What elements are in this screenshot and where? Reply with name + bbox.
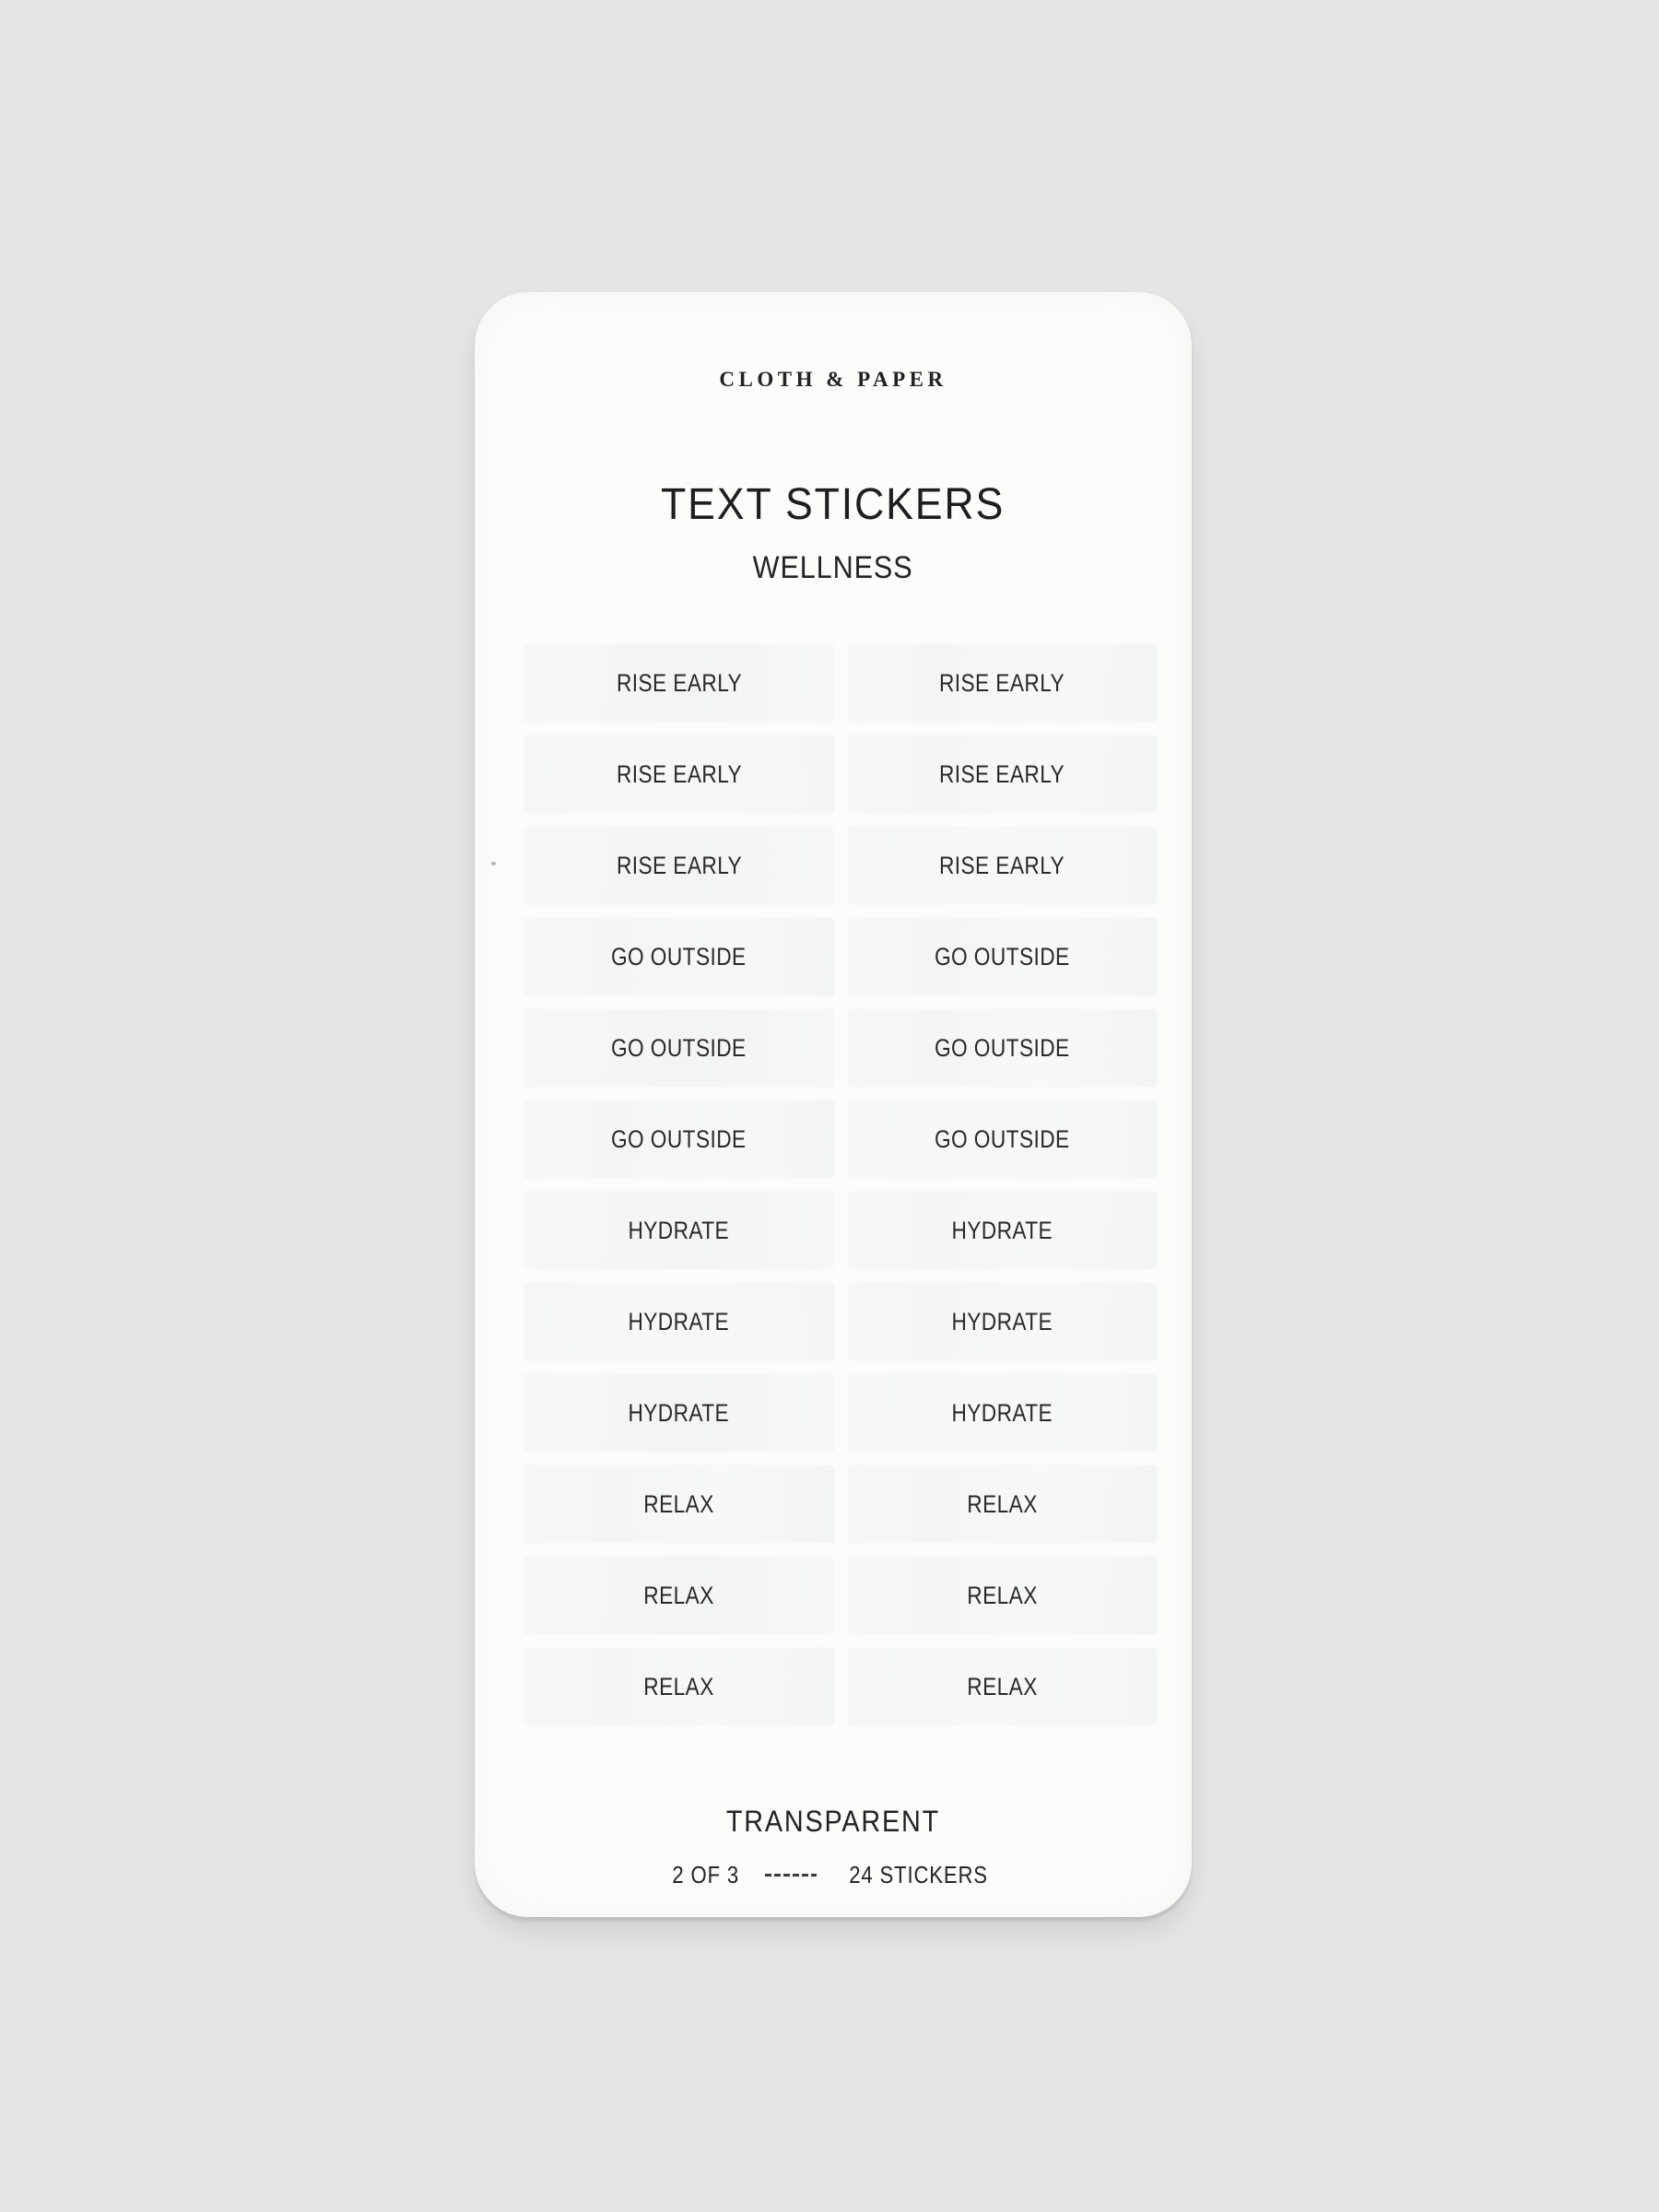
sticker xyxy=(848,1192,1158,1269)
sticker-grid xyxy=(524,644,1157,1725)
sticker-label: HYDRATE xyxy=(628,1307,730,1335)
sticker-label: RELAX xyxy=(967,1581,1038,1609)
sticker-label: HYDRATE xyxy=(628,1216,730,1244)
sticker-label: GO OUTSIDE xyxy=(934,1124,1070,1153)
sticker-label: HYDRATE xyxy=(951,1398,1053,1427)
sticker-label: RELAX xyxy=(643,1581,714,1609)
sticker-label: GO OUTSIDE xyxy=(934,1033,1070,1062)
sticker xyxy=(524,1009,834,1087)
finish-label xyxy=(475,1802,1192,1841)
sticker xyxy=(848,827,1158,904)
sticker xyxy=(524,644,834,722)
sticker-sheet xyxy=(475,292,1192,1917)
sticker xyxy=(524,1100,834,1178)
sticker-label: RISE EARLY xyxy=(939,759,1065,788)
sticker xyxy=(848,735,1158,813)
sticker xyxy=(848,1283,1158,1360)
product-subtitle xyxy=(475,543,1192,593)
sticker xyxy=(524,1557,834,1634)
divider-dash-icon xyxy=(765,1874,817,1877)
sticker xyxy=(848,918,1158,995)
sticker xyxy=(848,644,1158,722)
sticker xyxy=(524,918,834,995)
sticker xyxy=(848,1648,1158,1725)
finish-label-text: TRANSPARENT xyxy=(725,1804,941,1838)
sticker-label: RELAX xyxy=(967,1489,1038,1518)
sticker xyxy=(848,1557,1158,1634)
brand-logo: CLOTH & PAPER xyxy=(719,368,947,391)
sticker-label: RISE EARLY xyxy=(616,668,742,697)
sticker-label: RISE EARLY xyxy=(616,851,742,879)
sticker-label: RELAX xyxy=(643,1489,714,1518)
sticker xyxy=(524,827,834,904)
product-title-text: TEXT STICKERS xyxy=(661,479,1006,529)
product-title xyxy=(475,475,1192,534)
sticker xyxy=(848,1009,1158,1087)
sticker-label: GO OUTSIDE xyxy=(611,1124,747,1153)
sheet-number: 2 OF 3 xyxy=(672,1860,739,1888)
sticker-count: 24 STICKERS xyxy=(849,1860,989,1888)
sticker xyxy=(524,1465,834,1543)
sticker-label: HYDRATE xyxy=(951,1307,1053,1335)
sticker-label: GO OUTSIDE xyxy=(611,1033,747,1062)
sticker xyxy=(524,1374,834,1452)
sticker-label: RISE EARLY xyxy=(616,759,742,788)
sticker-label: GO OUTSIDE xyxy=(611,942,747,971)
product-subtitle-text: WELLNESS xyxy=(753,549,913,585)
sticker-label: HYDRATE xyxy=(951,1216,1053,1244)
sticker-label: RISE EARLY xyxy=(939,851,1065,879)
sticker-label: RELAX xyxy=(967,1672,1038,1700)
sticker xyxy=(524,1283,834,1360)
sticker xyxy=(524,1648,834,1725)
sticker xyxy=(848,1374,1158,1452)
sticker xyxy=(848,1465,1158,1543)
sticker xyxy=(524,735,834,813)
sticker-label: GO OUTSIDE xyxy=(934,942,1070,971)
sheet-meta xyxy=(475,1857,1192,1892)
sticker xyxy=(848,1100,1158,1178)
sticker-label: RISE EARLY xyxy=(939,668,1065,697)
dust-speck xyxy=(491,862,496,865)
sticker-label: HYDRATE xyxy=(628,1398,730,1427)
sticker-label: RELAX xyxy=(643,1672,714,1700)
sticker xyxy=(524,1192,834,1269)
